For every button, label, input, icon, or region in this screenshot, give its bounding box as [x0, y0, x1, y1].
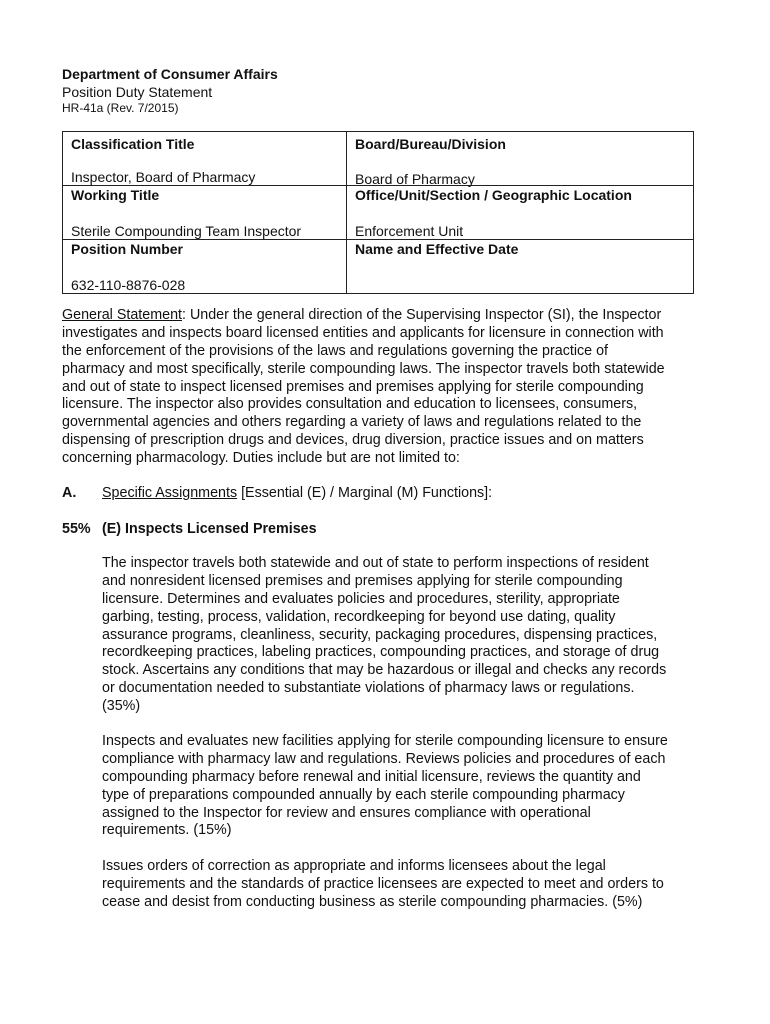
general-statement — [62, 307, 665, 468]
section-a-heading — [102, 485, 492, 503]
section-a-suffix: [Essential (E) / Marginal (M) Functions]: — [237, 485, 493, 501]
statement-line: the enforcement of the provisions of the laws and regulations governing the practice of — [62, 342, 608, 359]
office-location-label: Office/Unit/Section / Geographic Location — [355, 187, 632, 203]
table-divider-vertical — [346, 132, 347, 293]
statement-line: licensure. The inspector also provides consultation and education to licensees, consumers, — [62, 396, 638, 413]
section-a-letter: A. — [62, 485, 77, 501]
document-title: Position Duty Statement — [62, 84, 213, 100]
working-title-value: Sterile Compounding Team Inspector — [71, 223, 302, 239]
paragraph-line: (35%) — [102, 698, 141, 715]
paragraph-line: Issues orders of correction as appropriate and informs licensees about the legal — [102, 858, 606, 874]
section-a-title: Specific Assignments — [102, 485, 238, 501]
duty-percent: 55% — [62, 521, 91, 537]
paragraph-line: stock. Ascertains any conditions that may be hazardous or illegal and checks any records — [102, 662, 667, 679]
paragraph-line: requirements. (15%) — [102, 822, 232, 839]
statement-line: concerning pharmacology. Duties include but are not limited to: — [62, 450, 460, 467]
paragraph-line: requirements and the standards of practice licensees are expected to meet and orders to — [102, 875, 664, 892]
paragraph-line: Inspects and evaluates new facilities applying for sterile compounding licensure to ensure — [102, 733, 668, 749]
paragraph-line: garbing, testing, process, validation, recordkeeping for beyond use dating, quality — [102, 608, 616, 625]
paragraph-line: or documentation needed to substantiate violations of pharmacy laws or regulations. — [102, 680, 635, 697]
board-division-label: Board/Bureau/Division — [355, 136, 506, 152]
position-number-value: 632-110-8876-028 — [71, 277, 186, 293]
paragraph-line: compounding pharmacy before renewal and initial licensure, reviews the quantity and — [102, 768, 641, 785]
department-heading: Department of Consumer Affairs — [62, 66, 278, 82]
statement-line: pharmacy and most specifically, sterile compounding laws. The inspector travels both statewide — [62, 360, 665, 377]
general-statement-label: General Statement — [62, 307, 183, 323]
paragraph-line: compliance with pharmacy law and regulations. Reviews policies and procedures of each — [102, 750, 666, 767]
office-location-value: Enforcement Unit — [355, 223, 464, 239]
position-info-table — [62, 131, 694, 294]
paragraph-line: licensure. Determines and evaluates policies and procedures, sterility, appropriate — [102, 590, 620, 607]
position-number-label: Position Number — [71, 241, 184, 257]
statement-line: : Under the general direction of the Supervising Inspector (SI), the Inspector — [182, 307, 662, 323]
duty-paragraph-2 — [102, 733, 668, 840]
statement-line: governmental agencies and others regarding a variety of laws and regulations related to the — [62, 414, 642, 431]
classification-title-value: Inspector, Board of Pharmacy — [71, 169, 256, 185]
statement-line: and out of state to inspect licensed premises and premises applying for sterile compounding — [62, 378, 644, 395]
duty-title: (E) Inspects Licensed Premises — [102, 521, 317, 537]
paragraph-line: recordkeeping practices, labeling practices, compounding practices, and storage of drug — [102, 644, 660, 661]
paragraph-line: assigned to the Inspector for review and ensures compliance with operational — [102, 804, 591, 821]
statement-line: dispensing of prescription drugs and devices, drug diversion, practice issues and on matters — [62, 432, 644, 449]
paragraph-line: assurance programs, cleanliness, security, packaging procedures, dispensing practices, — [102, 626, 658, 643]
classification-title-label: Classification Title — [71, 136, 195, 152]
paragraph-line: type of preparations compounded annually by each sterile compounding pharmacy — [102, 786, 625, 803]
form-id: HR-41a (Rev. 7/2015) — [62, 101, 179, 115]
table-divider-row2 — [63, 239, 693, 240]
paragraph-line: The inspector travels both statewide and out of state to perform inspections of resident — [102, 555, 649, 571]
board-division-value: Board of Pharmacy — [355, 171, 475, 187]
paragraph-line: and nonresident licensed premises and premises applying for sterile compounding — [102, 572, 623, 589]
statement-line: investigates and inspects board licensed entities and applicants for licensure in connection with — [62, 324, 664, 341]
duty-paragraph-1 — [102, 555, 666, 716]
working-title-label: Working Title — [71, 187, 160, 203]
duty-paragraph-3 — [102, 858, 664, 912]
name-effective-date-label: Name and Effective Date — [355, 241, 519, 257]
paragraph-line: cease and desist from conducting business as sterile compounding pharmacies. (5%) — [102, 893, 643, 910]
